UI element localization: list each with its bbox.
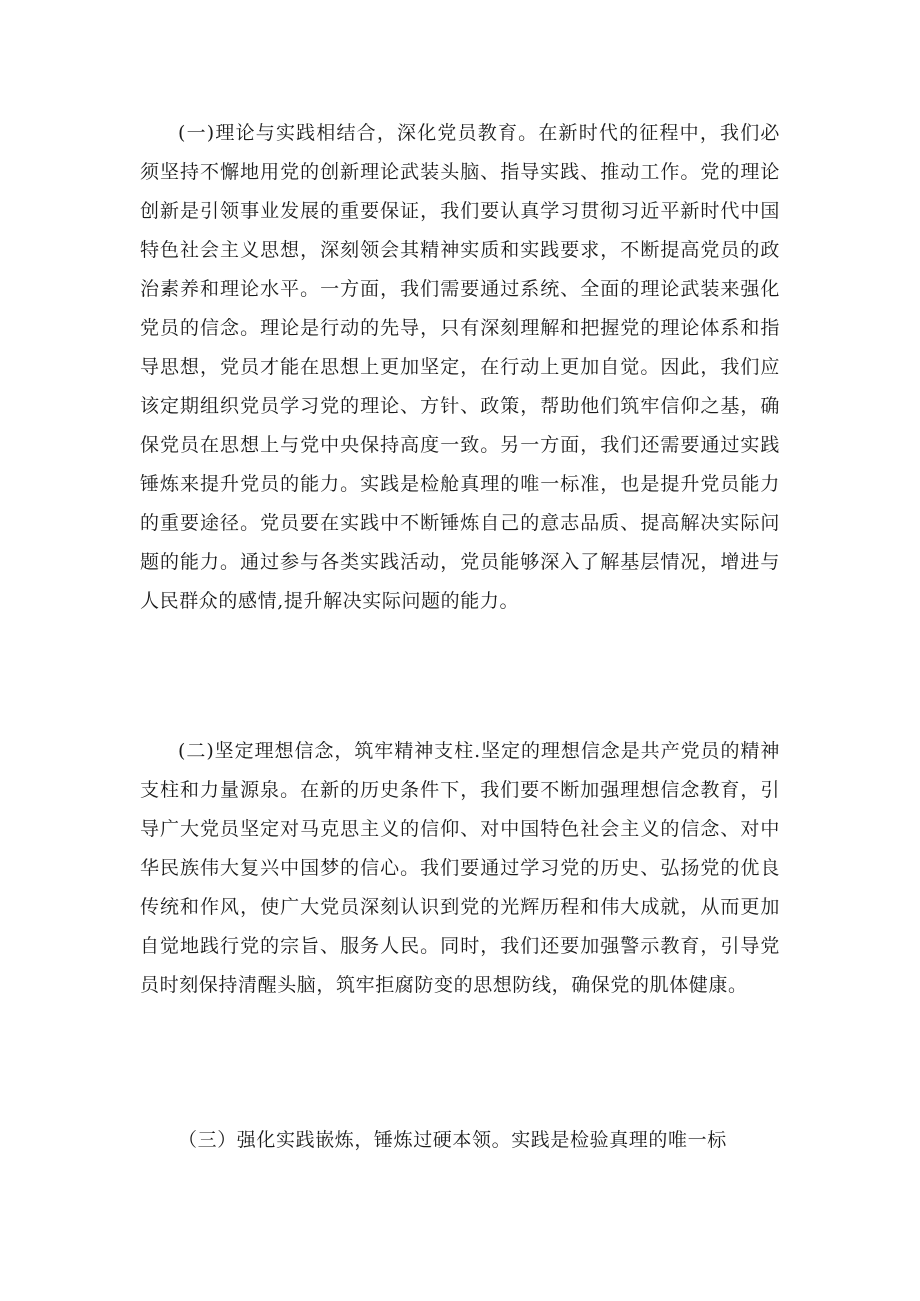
paragraph-practice-training: （三）强化实践嵌炼，锤炼过硬本领。实践是检验真理的唯一标 (178, 1129, 727, 1151)
paragraph-theory-practice: (一)理论与实践相结合，深化党员教育。在新时代的征程中，我们必须坚持不懈地用党的创新理论武装头脑、指导实践、推动工作。党的理论创新是引领事业发展的重要保证，我们要认真学习贯彻习近平新时代中国特色社会主义思想，深刻领会其精神实质和实践要求，不断提高党员的政治素养和理论水平。一方面，我们需要通过系统、全面的理论武装来强化党员的信念。理论是行动的先导，只有深刻理解和把握党的理论体系和指导思想，党员才能在思想上更加坚定，在行动上更加自觉。因此，我们应该定期组织党员学习党的理论、方针、政策，帮助他们筑牢信仰之基，确保党员在思想上与党中央保持高度一致。另一方面，我们还需要通过实践锤炼来提升党员的能力。实践是检舱真理的唯一标准，也是提升党员能力的重要途径。党员要在实践中不断锤炼自己的意志品质、提高解决实际问题的能力。通过参与各类实践活动，党员能够深入了解基层情况，增进与人民群众的感情,提升解决实际问题的能力。 (140, 122, 780, 612)
paragraph-ideals-beliefs: (二)坚定理想信念，筑牢精神支柱.坚定的理想信念是共产党员的精神支柱和力量源泉。在新的历史条件下，我们要不断加强理想信念教育，引导广大党员坚定对马克思主义的信仰、对中国特色社会主义的信念、对中华民族伟大复兴中国梦的信心。我们要通过学习党的历史、弘扬党的优良传统和作风，使广大党员深刻认识到党的光辉历程和伟大成就，从而更加自觉地践行党的宗旨、服务人民。同时，我们还要加强警示教育，引导党员时刻保持清醒头脑，筑牢拒腐防变的思想防线，确保党的肌体健康。 (140, 740, 780, 996)
